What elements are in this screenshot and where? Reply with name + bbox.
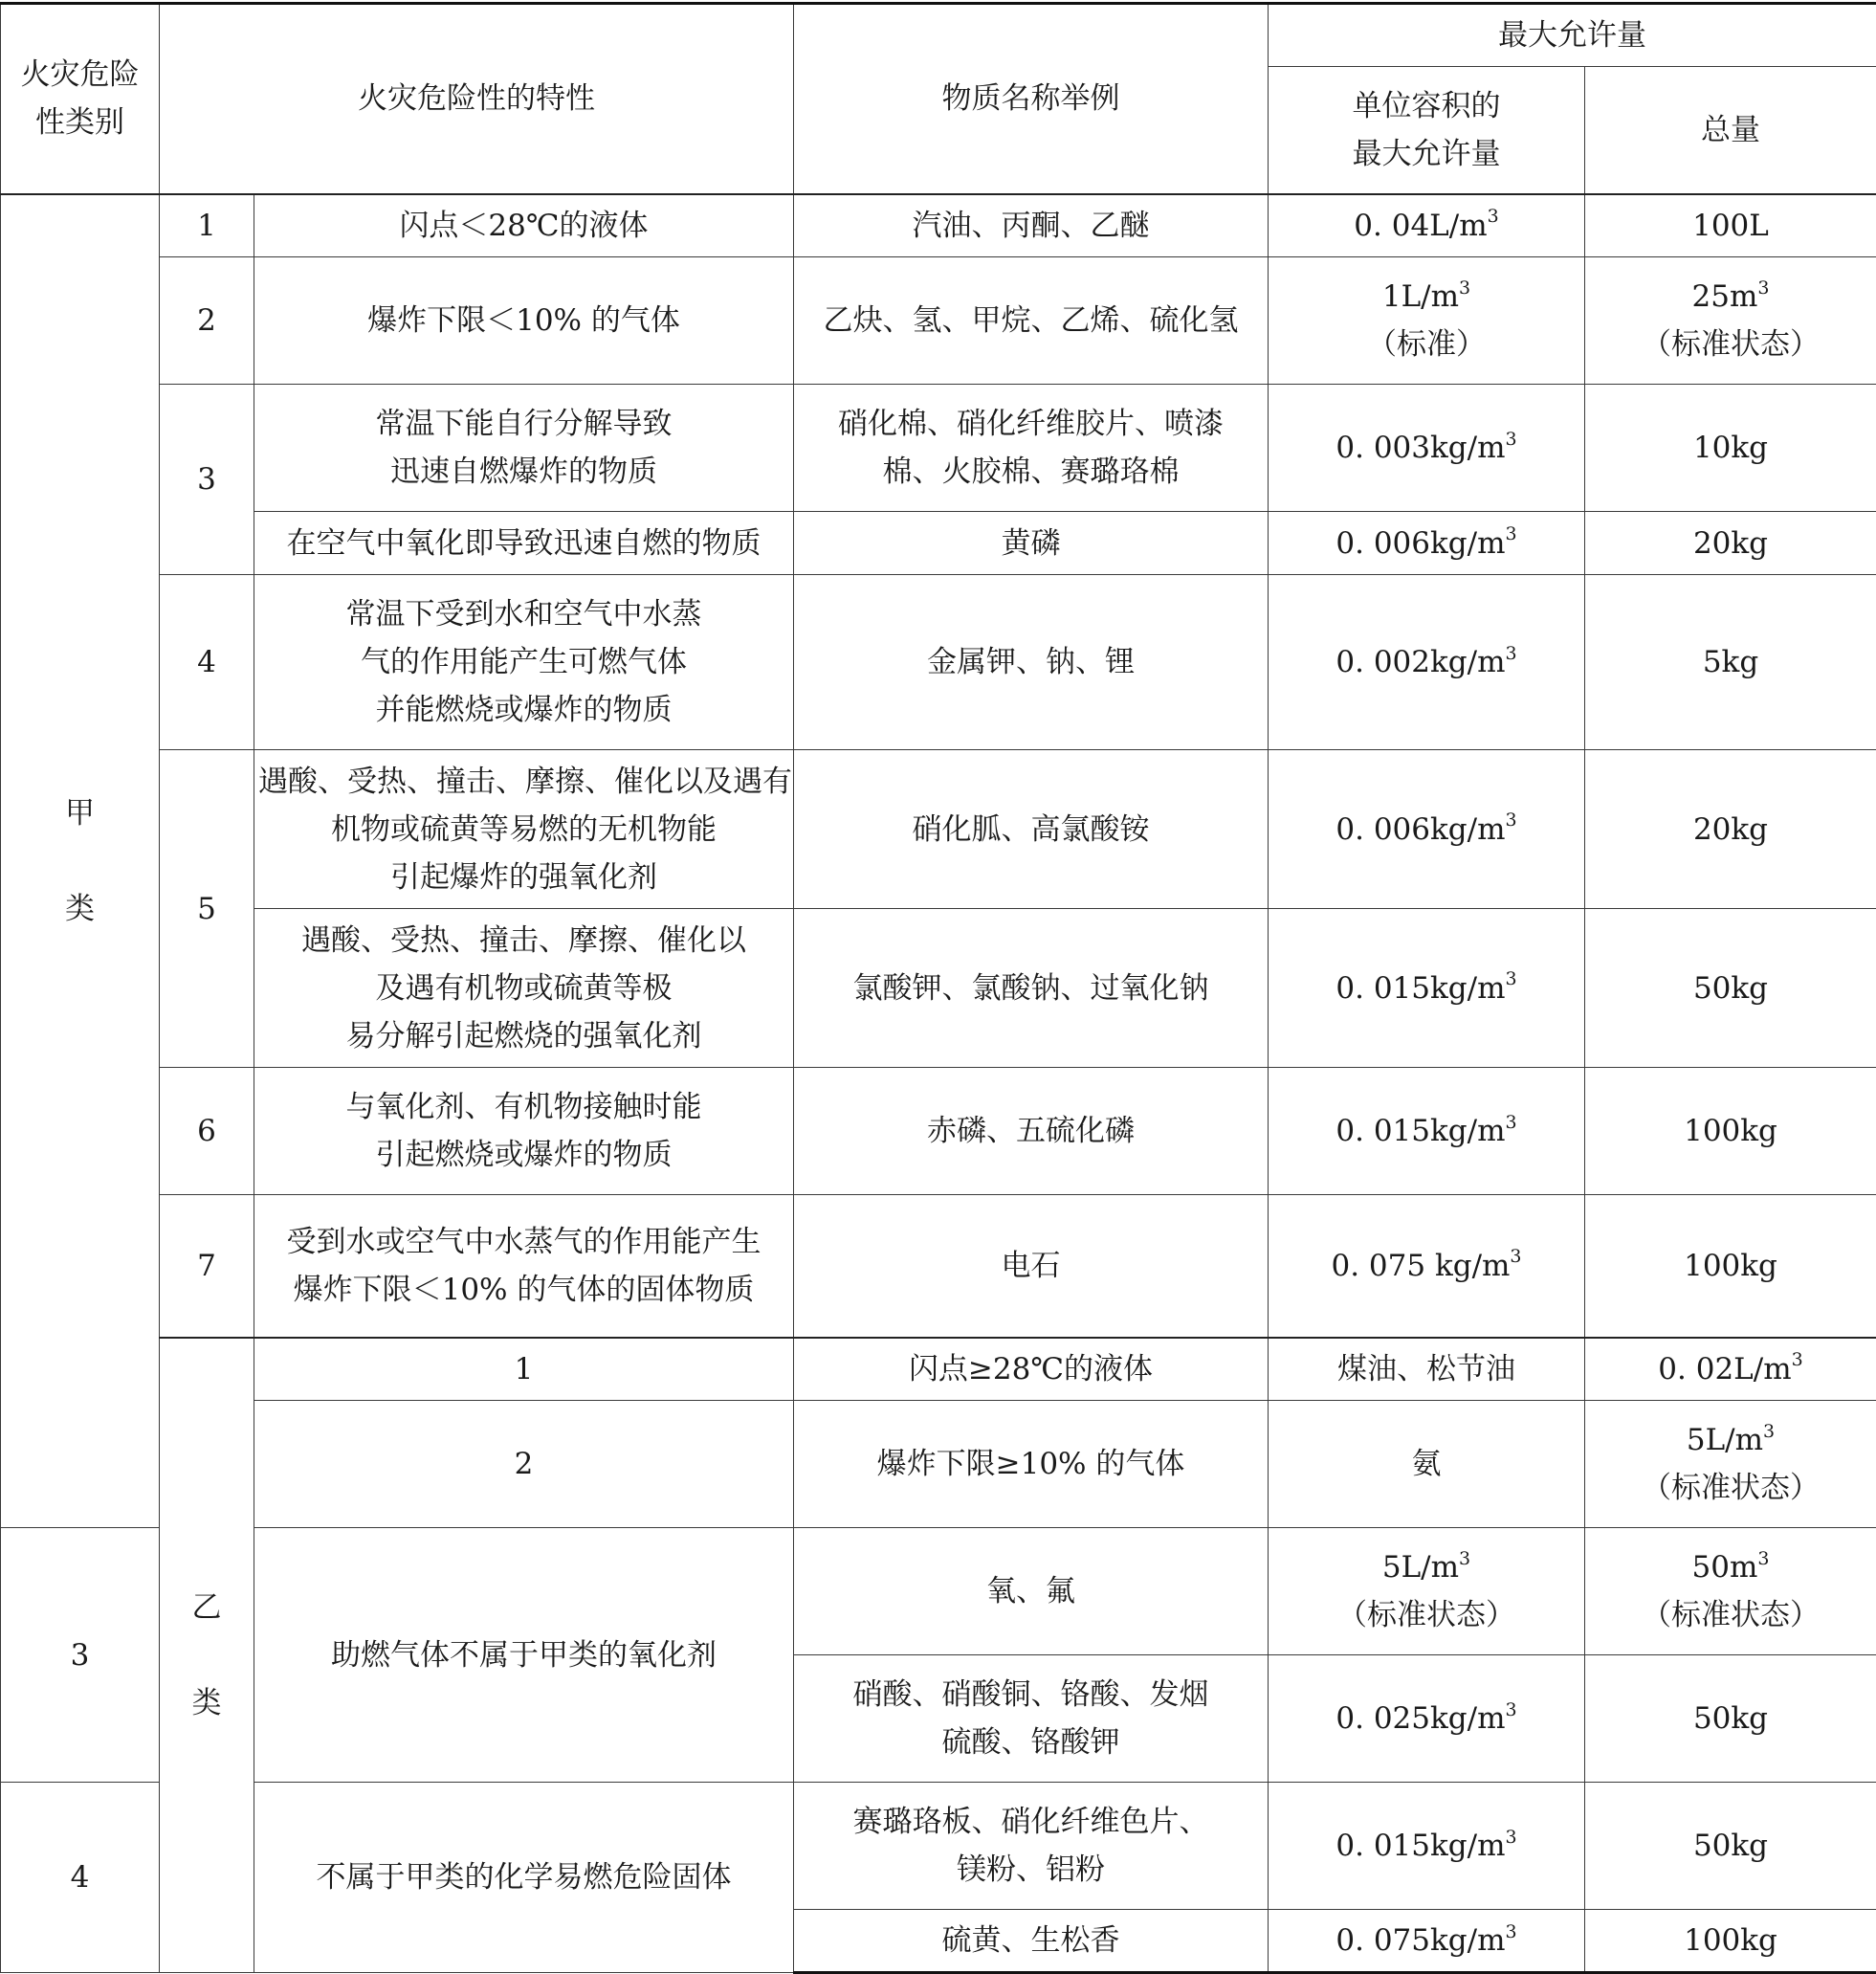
header-substance: 物质名称举例	[794, 4, 1269, 194]
characteristic-cell: 与氧化剂、有机物接触时能 引起燃烧或爆炸的物质	[254, 1068, 794, 1195]
characteristic-cell: 常温下能自行分解导致 迅速自燃爆炸的物质	[254, 385, 794, 512]
substance-cell: 氯酸钾、氯酸钠、过氧化钠	[794, 909, 1269, 1068]
header-row-1	[1, 4, 1876, 67]
table-row	[1, 385, 1876, 512]
table-row	[1, 1528, 1876, 1655]
total-cell: 100kg	[1585, 1910, 1876, 1973]
table-row	[1, 512, 1876, 575]
table-row	[1, 1401, 1876, 1528]
substance-cell: 汽油、丙酮、乙醚	[794, 194, 1269, 257]
characteristic-cell: 爆炸下限＜10% 的气体	[254, 257, 794, 385]
total-cell: 5kg	[1585, 575, 1876, 750]
unit-volume-cell: 0. $025kg/m^3$	[1269, 1655, 1585, 1783]
substance-cell: 乙炔、氢、甲烷、乙烯、硫化氢	[794, 257, 1269, 385]
characteristic-cell: 闪点＜28℃的液体	[254, 194, 794, 257]
unit-volume-cell: 0. $04L/m^3$	[1269, 194, 1585, 257]
total-cell: 50kg	[1585, 1655, 1876, 1783]
substance-cell: 硝酸、硝酸铜、铬酸、发烟 硫酸、铬酸钾	[794, 1655, 1269, 1783]
substance-cell: 煤油、松节油	[1269, 1338, 1585, 1401]
total-cell: 100kg	[1585, 1068, 1876, 1195]
characteristic-cell: 遇酸、受热、撞击、摩擦、催化以及遇有 机物或硫黄等易燃的无机物能 引起爆炸的强氧化剂	[254, 750, 794, 909]
unit-volume-cell: 0. $003kg/m^3$	[1269, 385, 1585, 512]
substance-cell: 氨	[1269, 1401, 1585, 1528]
substance-cell: 黄磷	[794, 512, 1269, 575]
row-number: 2	[160, 257, 254, 385]
substance-cell: 硝化胍、高氯酸铵	[794, 750, 1269, 909]
header-characteristic: 火灾危险性的特性	[160, 4, 794, 194]
substance-cell: 硝化棉、硝化纤维胶片、喷漆 棉、火胶棉、赛璐珞棉	[794, 385, 1269, 512]
total-cell: 100kg	[1585, 1195, 1876, 1338]
table-row	[1, 257, 1876, 385]
characteristic-cell: 在空气中氧化即导致迅速自燃的物质	[254, 512, 794, 575]
unit-volume-cell: 0. $015kg/m^3$	[1269, 1783, 1585, 1910]
characteristic-cell: 受到水或空气中水蒸气的作用能产生 爆炸下限＜10% 的气体的固体物质	[254, 1195, 794, 1338]
table-row	[1, 1783, 1876, 1910]
substance-cell: 金属钾、钠、锂	[794, 575, 1269, 750]
fire-hazard-table	[0, 2, 1876, 1974]
header-category: 火灾危险 性类别	[1, 4, 160, 194]
characteristic-cell: 不属于甲类的化学易燃危险固体	[254, 1783, 794, 1973]
characteristic-cell: 爆炸下限≥10% 的气体	[794, 1401, 1269, 1528]
row-number: 3	[160, 385, 254, 575]
total-cell: $25m^3$ （标准状态）	[1585, 257, 1876, 385]
total-cell: $50m^3$ （标准状态）	[1585, 1528, 1876, 1655]
substance-cell: 赤磷、五硫化磷	[794, 1068, 1269, 1195]
characteristic-cell: 常温下受到水和空气中水蒸 气的作用能产生可燃气体 并能燃烧或爆炸的物质	[254, 575, 794, 750]
total-cell: 20kg	[1585, 512, 1876, 575]
unit-volume-cell: 0. $02L/m^3$	[1585, 1338, 1876, 1401]
unit-volume-cell: 0. $006kg/m^3$	[1269, 512, 1585, 575]
unit-volume-cell: 0. $015kg/m^3$	[1269, 909, 1585, 1068]
unit-volume-cell: 0. $015kg/m^3$	[1269, 1068, 1585, 1195]
category-yi: 乙 类	[160, 1338, 254, 1973]
row-number: 1	[254, 1338, 794, 1401]
row-number: 5	[160, 750, 254, 1068]
total-cell: 50kg	[1585, 1783, 1876, 1910]
row-number: 6	[160, 1068, 254, 1195]
unit-volume-cell: $5L/m^3$ （标准状态）	[1585, 1401, 1876, 1528]
table-row	[1, 909, 1876, 1068]
total-cell: 50kg	[1585, 909, 1876, 1068]
substance-cell: 电石	[794, 1195, 1269, 1338]
header-total: 总量	[1585, 67, 1876, 194]
unit-volume-cell: $5L/m^3$ （标准状态）	[1269, 1528, 1585, 1655]
row-number: 1	[160, 194, 254, 257]
unit-volume-cell: 0. $075kg/m^3$	[1269, 1910, 1585, 1973]
header-unit-volume: 单位容积的 最大允许量	[1269, 67, 1585, 194]
characteristic-cell: 闪点≥28℃的液体	[794, 1338, 1269, 1401]
total-cell: 10kg	[1585, 385, 1876, 512]
table-row	[1, 1338, 1876, 1401]
total-cell: 20kg	[1585, 750, 1876, 909]
row-number: 4	[1, 1783, 160, 1973]
row-number: 4	[160, 575, 254, 750]
row-number: 7	[160, 1195, 254, 1338]
row-number: 3	[1, 1528, 160, 1783]
unit-volume-cell: 0. $002kg/m^3$	[1269, 575, 1585, 750]
row-number: 2	[254, 1401, 794, 1528]
table-row	[1, 750, 1876, 909]
category-jia: 甲 类	[1, 194, 160, 1528]
unit-volume-cell: $1L/m^3$ （标准）	[1269, 257, 1585, 385]
table-row	[1, 1195, 1876, 1338]
header-max-allowed: 最大允许量	[1269, 4, 1876, 67]
substance-cell: 氧、氟	[794, 1528, 1269, 1655]
table-row	[1, 1068, 1876, 1195]
total-cell: 100L	[1585, 194, 1876, 257]
characteristic-cell: 遇酸、受热、撞击、摩擦、催化以 及遇有机物或硫黄等极 易分解引起燃烧的强氧化剂	[254, 909, 794, 1068]
characteristic-cell: 助燃气体不属于甲类的氧化剂	[254, 1528, 794, 1783]
unit-volume-cell: 0. $006kg/m^3$	[1269, 750, 1585, 909]
substance-cell: 硫黄、生松香	[794, 1910, 1269, 1973]
unit-volume-cell: 0. 075 $kg/m^3$	[1269, 1195, 1585, 1338]
substance-cell: 赛璐珞板、硝化纤维色片、 镁粉、铝粉	[794, 1783, 1269, 1910]
table-row	[1, 194, 1876, 257]
table-row	[1, 575, 1876, 750]
